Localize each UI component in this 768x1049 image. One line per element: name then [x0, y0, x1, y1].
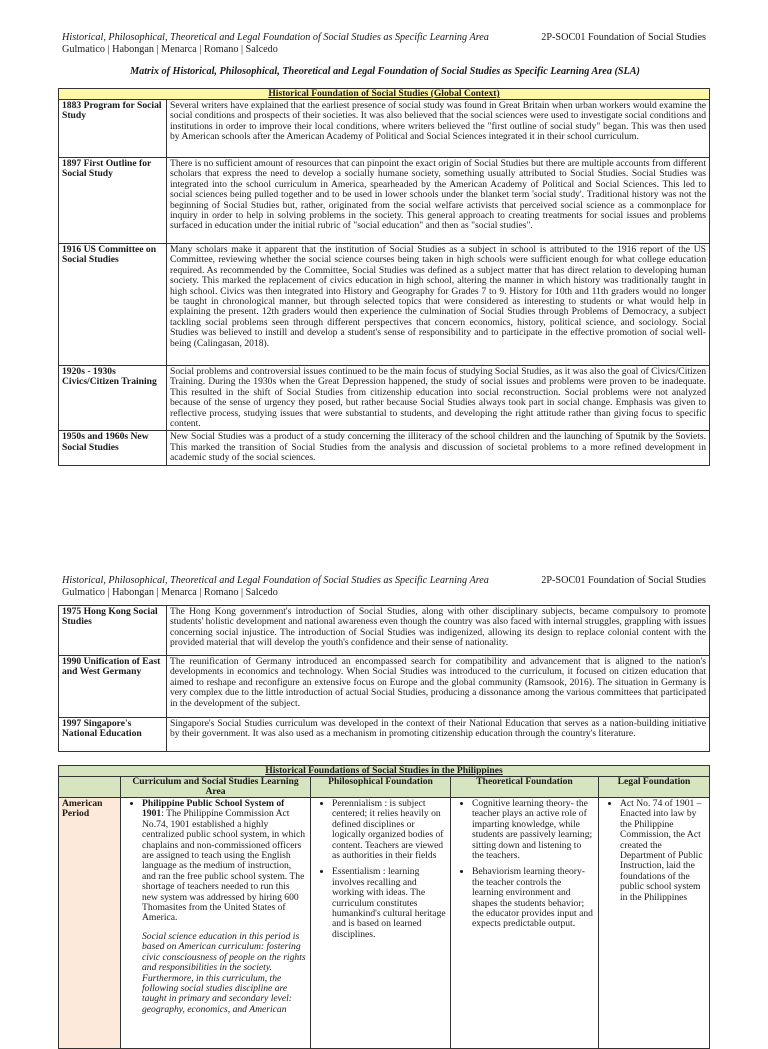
- row-label: 1990 Unification of East and West Germany: [59, 656, 167, 718]
- page-gap: [0, 500, 768, 565]
- list-item: • Act No. 74 of 1901 – Enacted into law by the Philippine Commission, the Act created the Department of Public Instruction, laid the foundations of the public school system in the Philippines: [620, 799, 706, 903]
- table-row: [59, 656, 710, 718]
- document-page-1: [0, 0, 768, 500]
- header-course-code: 2P-SOC01 Foundation of Social Studies: [541, 575, 706, 586]
- row-label: 1920s - 1930s Civics/Citizen Training: [59, 366, 167, 431]
- row-text: New Social Studies was a product of a study concerning the illiteracy of the school children and the launching of Sputnik by the Soviets. This marked the transition of Social Studies from the analysis and discussion of societal problems to a more refined development in academic study of the social sciences.: [167, 431, 710, 465]
- global-context-table: [58, 88, 710, 466]
- row-label: 1897 First Outline for Social Study: [59, 158, 167, 244]
- document-page-2: [0, 565, 768, 1024]
- column-header-curriculum: Curriculum and Social Studies Learning Area: [121, 777, 311, 798]
- row-label: 1883 Program for Social Study: [59, 100, 167, 158]
- table-row: [59, 100, 710, 158]
- list-item: • Behaviorism learning theory- the teacher controls the learning environment and shapes the students behavior; the educator provides input and expects predictable output.: [472, 867, 595, 929]
- column-headers: [59, 777, 710, 798]
- asia-europe-table: [58, 605, 710, 752]
- list-item: • Perennialism : is subject centered; it relies heavily on defined disciplines or logically organized bodies of content. Teachers are viewed as authorities in their fields: [332, 799, 447, 861]
- row-text: The Hong Kong government's introduction of Social Studies, along with other disciplinary subjects, became compulsory to promote students' holistic development and national awareness even though the country was also faced with internal struggles, grappling with issues concerning social injustice. The introduction of Social Studies was indigenized, allowing its design to replace colonial content with the provided material that will develop the youth's confidence and their sense of nationality.: [167, 606, 710, 656]
- row-label: 1975 Hong Kong Social Studies: [59, 606, 167, 656]
- row-text: Many scholars make it apparent that the institution of Social Studies as a subject in school is attributed to the 1916 report of the US Committee, reviewing whether the social science courses being taken in high schools were sufficient enough for what college education required. As recommended by the Committee, Social Studies was defined as a subject matter that has direct relation to developing human society. This marked the replacement of civics education in high school, altering the manner in which history was traditionally taught in high school. Civics was then integrated into History and Geography for Grades 7 to 9. History for 10th and 11th graders would no longer be taught in chronological manner, but through selected topics that were considered as interesting to students or what would help in explaining the present. 12th graders would then experience the culmination of Social Studies through Problems of Democracy, a subject tackling social problems seen through different perspectives that concern economics, history, political science, and sociology. Social Studies was believed to instill and develop a student's sense of responsibility and to participate in the effective promotion of social well-being (Calingasan, 2018).: [167, 244, 710, 366]
- table-row: [59, 718, 710, 752]
- list-item: • Cognitive learning theory- the teacher plays an active role of imparting knowledge, while students are passively learning; sitting down and listening to the teachers.: [472, 799, 595, 861]
- column-header-period: [59, 777, 121, 798]
- header-course-code: 2P-SOC01 Foundation of Social Studies: [541, 32, 706, 43]
- table-row: [59, 158, 710, 244]
- row-text: Several writers have explained that the earliest presence of social study was found in Great Britain when urban workers would examine the social conditions and prospects of their societies. It was also believed that the social sciences were used to investigate social conditions and institutions in order to improve their local conditions, where writers believed the "first outline of social study" began. This was then used by American schools after the American Academy of Political and Social Sciences integrated it in their school curriculum.: [167, 100, 710, 158]
- row-label: 1950s and 1960s New Social Studies: [59, 431, 167, 465]
- row-label: 1997 Singapore's National Education: [59, 718, 167, 752]
- legal-cell: [599, 798, 710, 1049]
- header-authors: Gulmatico | Habongan | Menarca | Romano | Salcedo: [62, 587, 278, 598]
- column-header-theoretical: Theoretical Foundation: [451, 777, 599, 798]
- column-header-legal: Legal Foundation: [599, 777, 710, 798]
- document-title: Matrix of Historical, Philosophical, Theoretical and Legal Foundation of Social Studies as Specific Learning Area (SLA): [130, 66, 640, 77]
- global-context-header: Historical Foundation of Social Studies (Global Context): [59, 89, 710, 100]
- column-header-philosophical: Philosophical Foundation: [311, 777, 451, 798]
- curriculum-title: Philippine Public School System of 1901: [142, 798, 285, 820]
- page-header: [62, 32, 706, 56]
- philosophical-cell: [311, 798, 451, 1049]
- row-text: Social problems and controversial issues continued to be the main focus of studying Social Studies, as it was also the goal of Civics/Citizen Training. During the 1930s when the Great Depression happened, the study of social issues and problems were proven to be inadequate. This resulted in the shift of Social Studies from citizenship education into social reconstruction. Social problems were not analyzed because of the sense of urgency they posed, but rather because Social Studies always took part in social change. Emphasis was given to reflective process, studying issues that were substantial to students, and developing the right attitude rather than giving focus to specific content.: [167, 366, 710, 431]
- table-row: [59, 798, 710, 1049]
- curriculum-text: : The Philippine Commission Act No.74, 1901 established a highly centralized public school system, in which chaplains and non-commissioned officers are assigned to teach using the English language as the medium of instruction, and ran the free public school system. The shortage of teachers needed to run this new system was addressed by hiring 600 Thomasites from the United States of America.: [142, 808, 306, 924]
- row-text: Singapore's Social Studies curriculum was developed in the context of their National Education that serves as a nation-building initiative by their government. It was also used as a mechanism in promoting citizenship education through the country's literature.: [167, 718, 710, 752]
- philippines-header: Historical Foundations of Social Studies in the Philippines: [59, 766, 710, 777]
- table-row: [59, 606, 710, 656]
- page-header: [62, 575, 706, 599]
- curriculum-italic-note: Social science education in this period is based on American curriculum: fostering civic consciousness of people on the rights and responsibilities in the society. Furthermore, in this curriculum, the following social studies discipline are taught in primary and secondary level: geography, economics, and American: [142, 930, 306, 1015]
- theoretical-cell: [451, 798, 599, 1049]
- header-title: Historical, Philosophical, Theoretical and Legal Foundation of Social Studies as Specific Learning Area: [62, 575, 489, 586]
- period-label: American Period: [59, 798, 121, 1049]
- row-text: There is no sufficient amount of resources that can pinpoint the exact origin of Social Studies but there are multiple accounts from different scholars that express the need to develop a socially humane society, something usually attributed to Social Studies. Social Studies was integrated into the school curriculum in America, spearheaded by the American Academy of Political and Social Sciences. This led to social sciences being pulled together and to be used in lower schools under the blanket term 'social study'. Traditional history was not the beginning of Social Studies but, rather, originated from the social welfare activists that perceived social science as a commonplace for inquiry in order to help in solving problems in the society. This general approach to creating treatments for social issues and problems surfaced in education under the initial rubric of "social education" and then as "social studies".: [167, 158, 710, 244]
- philippines-table: [58, 765, 710, 1049]
- header-authors: Gulmatico | Habongan | Menarca | Romano | Salcedo: [62, 44, 278, 55]
- table-row: [59, 431, 710, 465]
- row-text: The reunification of Germany introduced an encompassed search for compatibility and advancement that is aligned to the nation's developments in economics and technology. When Social Studies was introduced to the curriculum, it focused on citizen education that aimed to reshape and reconfigure an extensive focus on Europe and the global community (Ramsook, 2016). The situation in Germany is very complex due to the little introduction of actual Social Studies, producing a dissonance among the various committees that participated in the development of the subject.: [167, 656, 710, 718]
- list-item: • Essentialism : learning involves recalling and working with ideas. The curriculum constitutes humankind's cultural heritage and is based on learned disciplines.: [332, 867, 447, 940]
- table-row: [59, 366, 710, 431]
- header-title: Historical, Philosophical, Theoretical and Legal Foundation of Social Studies as Specific Learning Area: [62, 32, 489, 43]
- row-label: 1916 US Committee on Social Studies: [59, 244, 167, 366]
- curriculum-cell: [121, 798, 311, 1049]
- table-row: [59, 244, 710, 366]
